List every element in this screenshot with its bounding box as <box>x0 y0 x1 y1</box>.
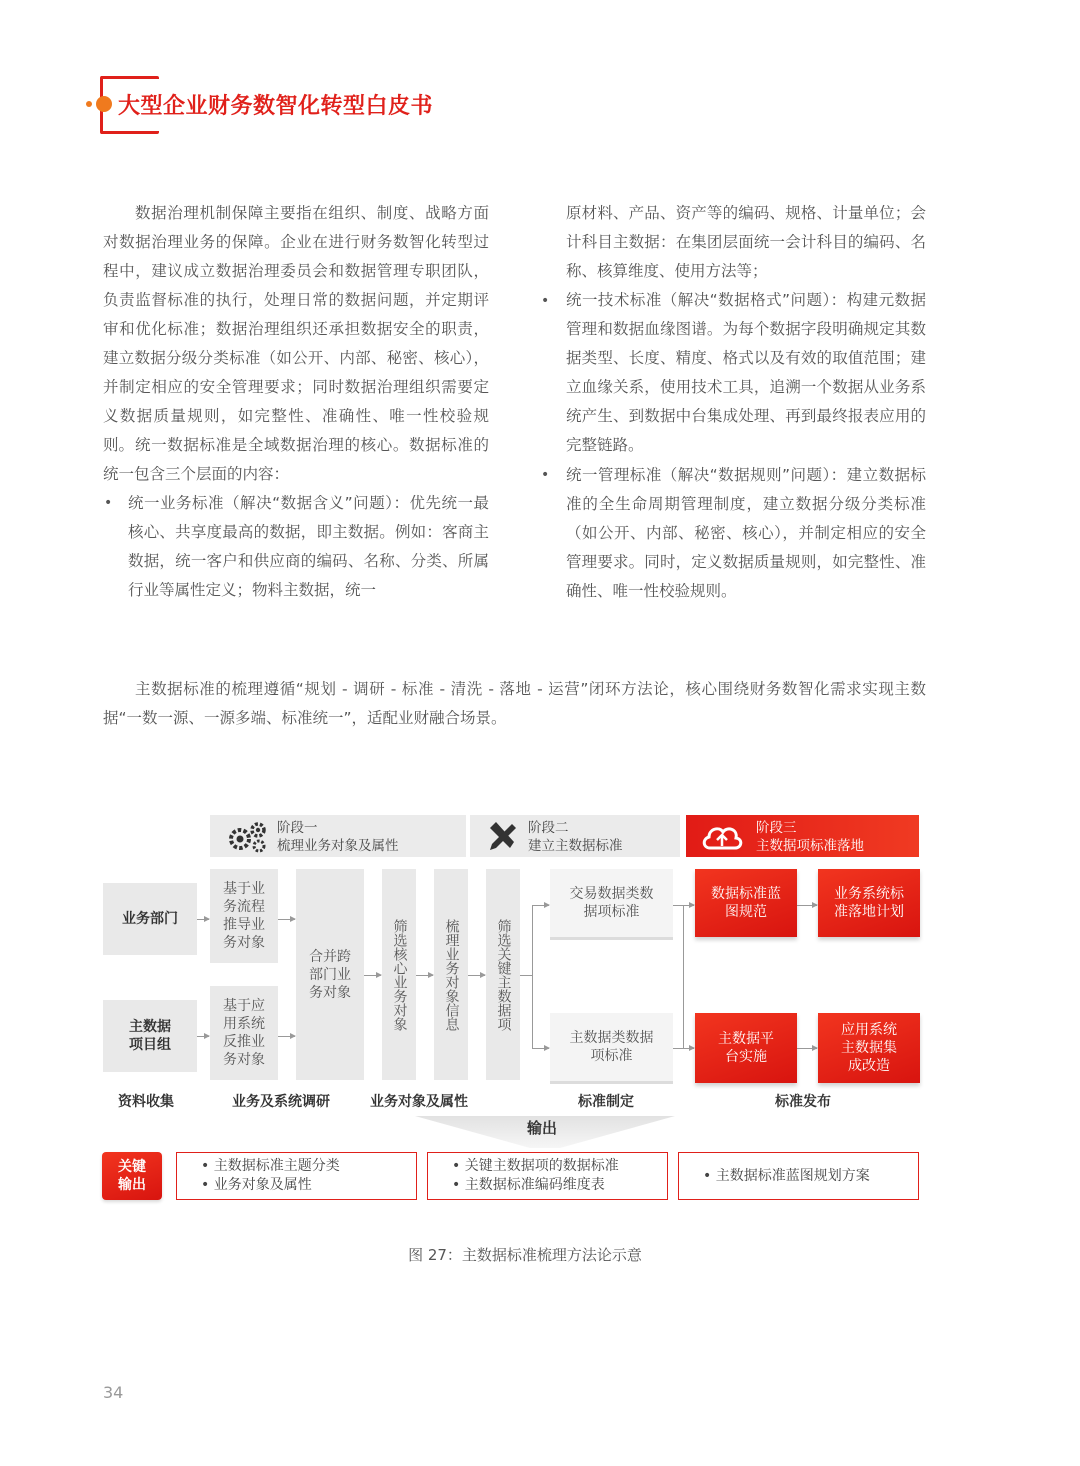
survey-by-system: 基于应用系统反推业务对象 <box>210 986 278 1080</box>
page-number: 34 <box>103 1383 124 1402</box>
header-dot-small <box>86 101 92 107</box>
output-item: • 业务对象及属性 <box>201 1177 312 1193</box>
release-integration <box>818 1013 920 1083</box>
source-business-dept: 业务部门 <box>103 883 197 955</box>
phase-label-release: 标准发布 <box>775 1094 831 1110</box>
bullet-marker: • <box>541 293 550 309</box>
release-platform <box>695 1013 797 1083</box>
output-group-1 <box>176 1152 417 1200</box>
key-output-badge <box>102 1152 162 1200</box>
standard-master-label: 主数据类数据项标准 <box>569 1030 654 1064</box>
stage-one-name: 梳理业务对象及属性 <box>277 838 399 854</box>
output-group-3 <box>678 1152 919 1200</box>
stage-three-number: 阶段三 <box>756 820 797 836</box>
phase-label-survey: 业务及系统调研 <box>232 1094 330 1110</box>
standard-master-data <box>550 1013 673 1084</box>
header-dot-icon <box>96 96 112 112</box>
release-landing-plan <box>818 869 920 937</box>
tools-icon <box>486 820 518 852</box>
phase-label-objects: 业务对象及属性 <box>370 1094 468 1110</box>
cloud-icon <box>700 822 744 852</box>
release-blueprint <box>695 869 797 937</box>
stage-two-name: 建立主数据标准 <box>528 838 623 854</box>
figure-caption: 图 27：主数据标准梳理方法论示意 <box>408 1246 642 1264</box>
stage-two-number: 阶段二 <box>528 820 569 836</box>
gears-icon <box>226 820 270 854</box>
release-landing-label: 业务系统标准落地计划 <box>834 886 904 920</box>
survey-by-process: 基于业务流程推导业务对象 <box>210 869 278 963</box>
bullet-marker: • <box>104 495 113 511</box>
release-integration-label: 应用系统主数据集成改造 <box>841 1022 897 1074</box>
bullet-management-standard: 统一管理标准（解决“数据规则”问题）：建立数据标准的全生命周期管理制度，建立数据分级分类标准（如公开、内部、秘密、核心），并制定相应的安全管理要求。同时，定义数据质量规则，如完整性、准确性、唯一性校验规则。 <box>566 466 926 600</box>
document-title: 大型企业财务数智化转型白皮书 <box>118 94 434 119</box>
bullet-technical-standard: 统一技术标准（解决“数据格式”问题）：构建元数据管理和数据血缘图谱。为每个数据字段明确规定其数据类型、长度、精度、格式以及有效的取值范围；建立血缘关系，使用技术工具，追溯一个数据从业务系统产生、到数据中台集成处理、再到最终报表应用的完整链路。 <box>566 291 926 454</box>
stage-one-number: 阶段一 <box>277 820 318 836</box>
key-output-label: 关键输出 <box>118 1159 146 1193</box>
bullet-business-standard: 统一业务标准（解决“数据含义”问题）：优先统一最核心、共享度最高的数据，即主数据。例如：客商主数据，统一客户和供应商的编码、名称、分类、所属行业等属性定义；物料主数据，统一 <box>128 494 489 599</box>
filter-key-items: 筛选关键主数据项 <box>486 869 520 1080</box>
sort-object-info: 梳理业务对象信息 <box>434 869 468 1080</box>
paragraph-continuation: 原材料、产品、资产等的编码、规格、计量单位；会计科目主数据：在集团层面统一会计科目的编码、名称、核算维度、使用方法等； <box>566 204 926 280</box>
filter-core-objects: 筛选核心业务对象 <box>382 869 416 1080</box>
output-item: • 主数据标准蓝图规划方案 <box>703 1167 870 1184</box>
phase-label-collect: 资料收集 <box>118 1094 174 1110</box>
paragraph-governance: 数据治理机制保障主要指在组织、制度、战略方面对数据治理业务的保障。企业在进行财务数智化转型过程中，建议成立数据治理委员会和数据管理专职团队，负责监督标准的执行，处理日常的数据问题，并定期评审和优化标准；数据治理组织还承担数据安全的职责，建立数据分级分类标准（如公开、内部、秘密、核心），并制定相应的安全管理要求；同时数据治理组织需要定义数据质量规则，如完整性、准确性、唯一性校验规则。 <box>103 204 489 454</box>
source-master-data-team: 主数据项目组 <box>103 1000 197 1072</box>
standard-transaction-data <box>550 869 673 940</box>
output-title: 输出 <box>527 1119 558 1137</box>
release-blueprint-label: 数据标准蓝图规范 <box>711 886 781 920</box>
paragraph-methodology: 主数据标准的梳理遵循“规划 - 调研 - 标准 - 清洗 - 落地 - 运营”闭环方法论，核心围绕财务数智化需求实现主数据“一数一源、一源多端、标准统一”，适配业财融合场景。 <box>103 680 926 727</box>
output-item: • 关键主数据项的数据标准 <box>452 1158 619 1174</box>
paragraph-unified-standard: 统一数据标准是全域数据治理的核心。数据标准的统一包含三个层面的内容： <box>103 436 489 483</box>
output-group-2 <box>427 1152 668 1200</box>
standard-transaction-label: 交易数据类数据项标准 <box>569 886 654 920</box>
bullet-marker: • <box>541 467 550 483</box>
output-item: • 主数据标准主题分类 <box>201 1158 340 1174</box>
release-platform-label: 主数据平台实施 <box>718 1031 774 1065</box>
stage-three-name: 主数据项标准落地 <box>756 838 864 854</box>
merge-business-objects: 合并跨部门业务对象 <box>296 869 364 1080</box>
output-item: • 主数据标准编码维度表 <box>452 1177 605 1193</box>
phase-label-standard: 标准制定 <box>578 1094 634 1110</box>
